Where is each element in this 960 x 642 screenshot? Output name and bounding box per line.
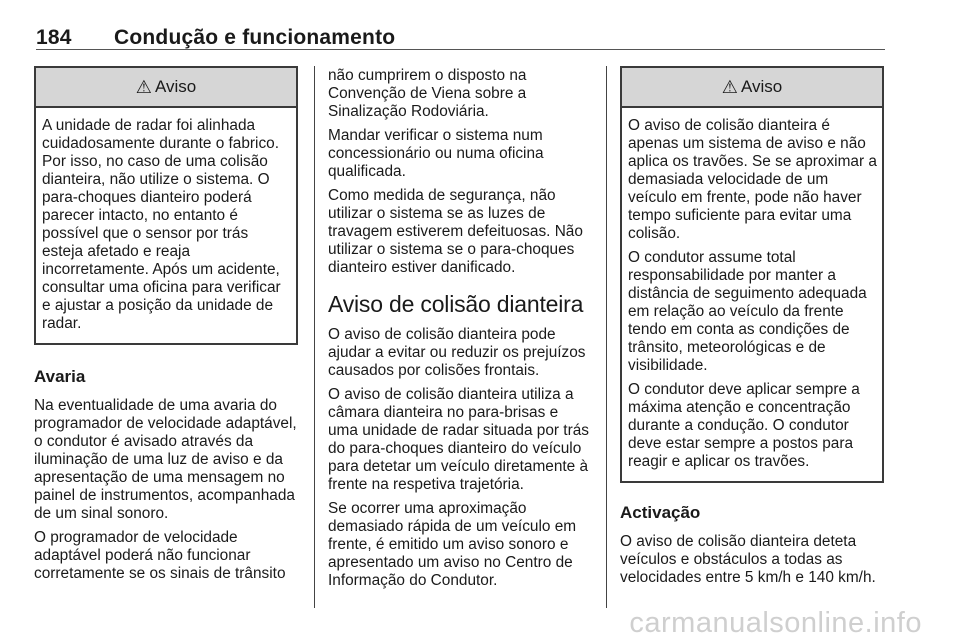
paragraph: Como medida de segurança, não utilizar o sistema se as luzes de travagem estiverem defeituosas. Não utilizar o sistema se o para-choques dianteiro estiver danificado. [328,187,583,276]
warning-box-radar [34,66,298,345]
watermark: carmanualsonline.info [629,607,922,639]
warning-triangle-icon: ⚠ [135,76,152,97]
paragraph: O programador de velocidade adaptável poderá não funcionar corretamente se os sinais de trânsito [34,529,286,582]
paragraph: Mandar verificar o sistema num concessionário ou numa oficina qualificada. [328,127,544,180]
column-3 [620,66,884,593]
page-number: 184 [36,26,72,49]
warning-box-collision [620,66,884,483]
warning-body [622,108,882,481]
paragraph: não cumprirem o disposto na Convenção de Viena sobre a Sinalização Rodoviária. [328,67,527,120]
column-2 [328,67,592,596]
column-1 [34,66,298,589]
warning-paragraph: O condutor deve aplicar sempre a máxima atenção e concentração durante a condução. O condutor deve estar sempre a postos para reagir e aplicar os travões. [628,381,860,470]
warning-title: Aviso [740,77,783,96]
warning-text: A unidade de radar foi alinhada cuidadosamente durante o fabrico. Por isso, no caso de uma colisão dianteira, não utilize o sistema. O para-choques dianteiro poderá parecer intacto, no entanto é possível que o sensor por trás esteja afetado e reaja incorretamente. Após um acidente, consultar uma oficina para verificar e ajustar a posição da unidade de radar. [42,117,281,332]
warning-paragraph: O condutor assume total responsabilidade por manter a distância de seguimento adequada em relação ao veículo da frente tendo em conta as condições de trânsito, meteorológicas e de visibilidade. [628,249,867,374]
warning-header [622,68,882,108]
warning-body [36,108,296,343]
paragraph: O aviso de colisão dianteira deteta veículos e obstáculos a todas as velocidades entre 5 km/h e 140 km/h. [620,533,876,586]
column-divider-1 [314,66,315,608]
paragraph: Na eventualidade de uma avaria do programador de velocidade adaptável, o condutor é avisado através da iluminação de uma luz de aviso e da apresentação de uma mensagem no painel de instrumentos, acompanhada de um sinal sonoro. [34,397,297,522]
paragraph: Se ocorrer uma aproximação demasiado rápida de um veículo em frente, é emitido um aviso sonoro e apresentado um aviso no Centro de Informação do Condutor. [328,500,577,589]
column-divider-2 [606,66,607,608]
section-title-avaria: Avaria [34,367,86,386]
warning-title: Aviso [154,77,197,96]
warning-triangle-icon: ⚠ [721,76,738,97]
paragraph: O aviso de colisão dianteira utiliza a câmara dianteira no para-brisas e uma unidade de radar situada por trás do para-choques dianteiro do veículo para detetar um veículo diretamente à frente na respetiva trajetória. [328,386,589,493]
section-title-forward-collision: Aviso de colisão dianteira [328,291,584,317]
warning-header [36,68,296,108]
paragraph: O aviso de colisão dianteira pode ajudar a evitar ou reduzir os prejuízos causados por colisões frontais. [328,326,586,379]
section-title-activacao: Activação [620,503,701,522]
page-header [36,26,395,50]
header-rule [36,49,885,50]
chapter-title: Condução e funcionamento [114,26,396,49]
warning-paragraph: O aviso de colisão dianteira é apenas um sistema de aviso e não aplica os travões. Se se aproximar a demasiada velocidade de um veículo em frente, pode não haver tempo suficiente para evitar uma colisão. [628,117,877,242]
